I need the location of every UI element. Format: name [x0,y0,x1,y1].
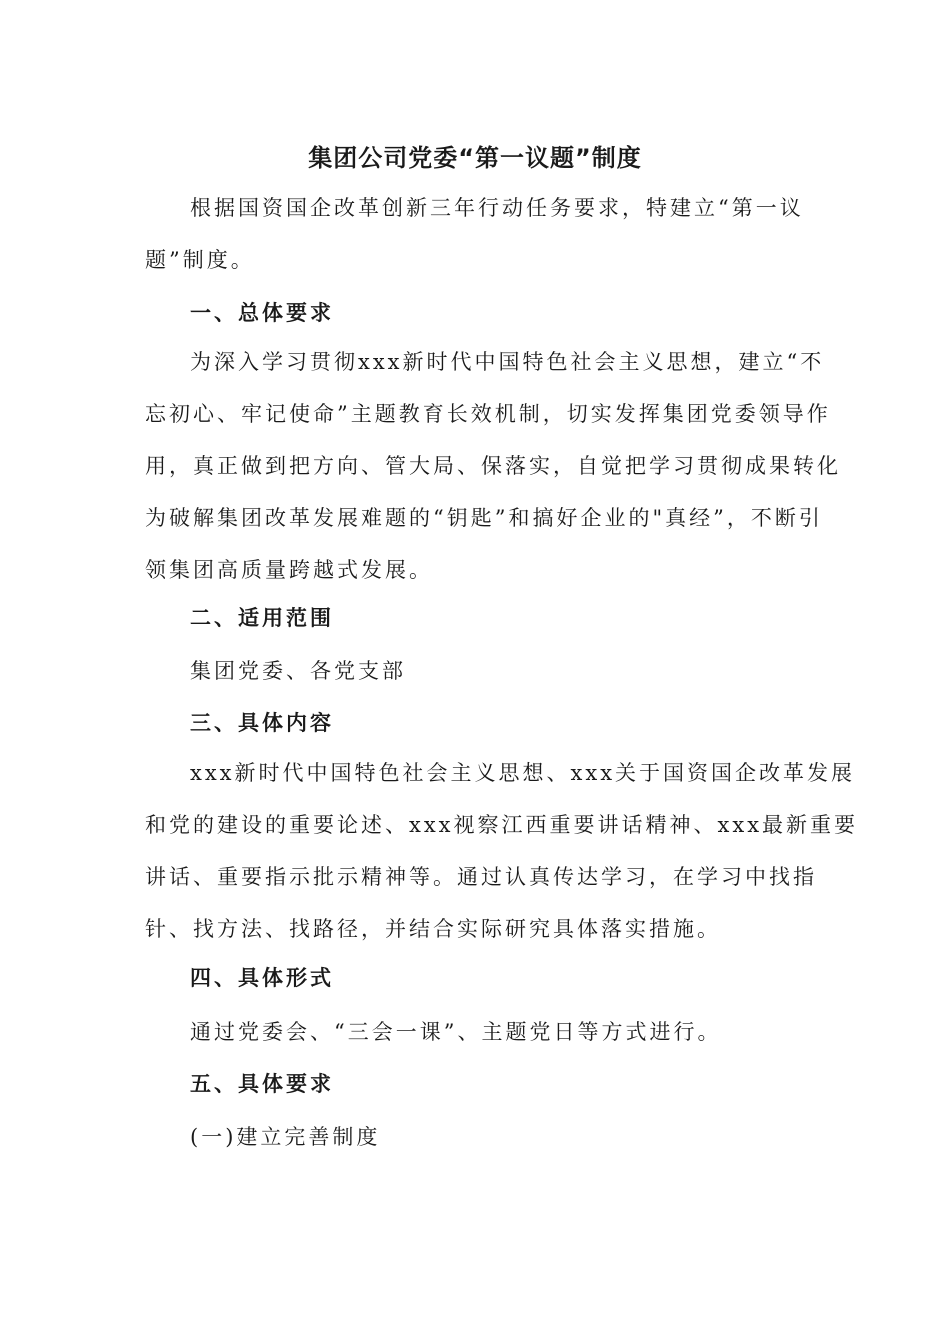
paragraph-line: 为破解集团改革发展难题的“钥匙”和搞好企业的"真经”，不断引 [145,506,823,530]
paragraph-line: 用，真正做到把方向、管大局、保落实，自觉把学习贯彻成果转化 [145,454,841,478]
section-heading-overall-requirements: 一、总体要求 [190,301,334,325]
paragraph-line: 针、找方法、找路径，并结合实际研究具体落实措施。 [145,917,721,941]
section-heading-specific-content: 三、具体内容 [190,711,334,735]
section-heading-specific-requirements: 五、具体要求 [190,1072,334,1096]
paragraph-line: 题”制度。 [145,248,255,272]
section-body-specific-requirements: (一)建立完善制度 [190,1125,381,1149]
paragraph-line: 忘初心、牢记使命”主题教育长效机制，切实发挥集团党委领导作 [145,402,831,426]
section-body-specific-content [145,747,859,955]
document-title: 集团公司党委“第一议题”制度 [308,144,642,172]
section-body-overall-requirements [145,336,841,596]
paragraph-line: 根据国资国企改革创新三年行动任务要求，特建立“第一议 [190,196,804,220]
paragraph-line: xxx新时代中国特色社会主义思想、xxx关于国资国企改革发展 [190,761,856,785]
paragraph-line: 领集团高质量跨越式发展。 [145,558,433,582]
paragraph-line: 和党的建设的重要论述、xxx视察江西重要讲话精神、xxx最新重要 [145,813,859,837]
section-body-specific-form: 通过党委会、“三会一课”、主题党日等方式进行。 [190,1020,722,1044]
section-heading-scope: 二、适用范围 [190,606,334,630]
section-heading-specific-form: 四、具体形式 [190,966,334,990]
section-body-scope: 集团党委、各党支部 [190,659,406,683]
paragraph-line: 讲话、重要指示批示精神等。通过认真传达学习，在学习中找指 [145,865,817,889]
intro-paragraph [145,182,805,286]
paragraph-line: 为深入学习贯彻xxx新时代中国特色社会主义思想，建立“不 [190,350,825,374]
